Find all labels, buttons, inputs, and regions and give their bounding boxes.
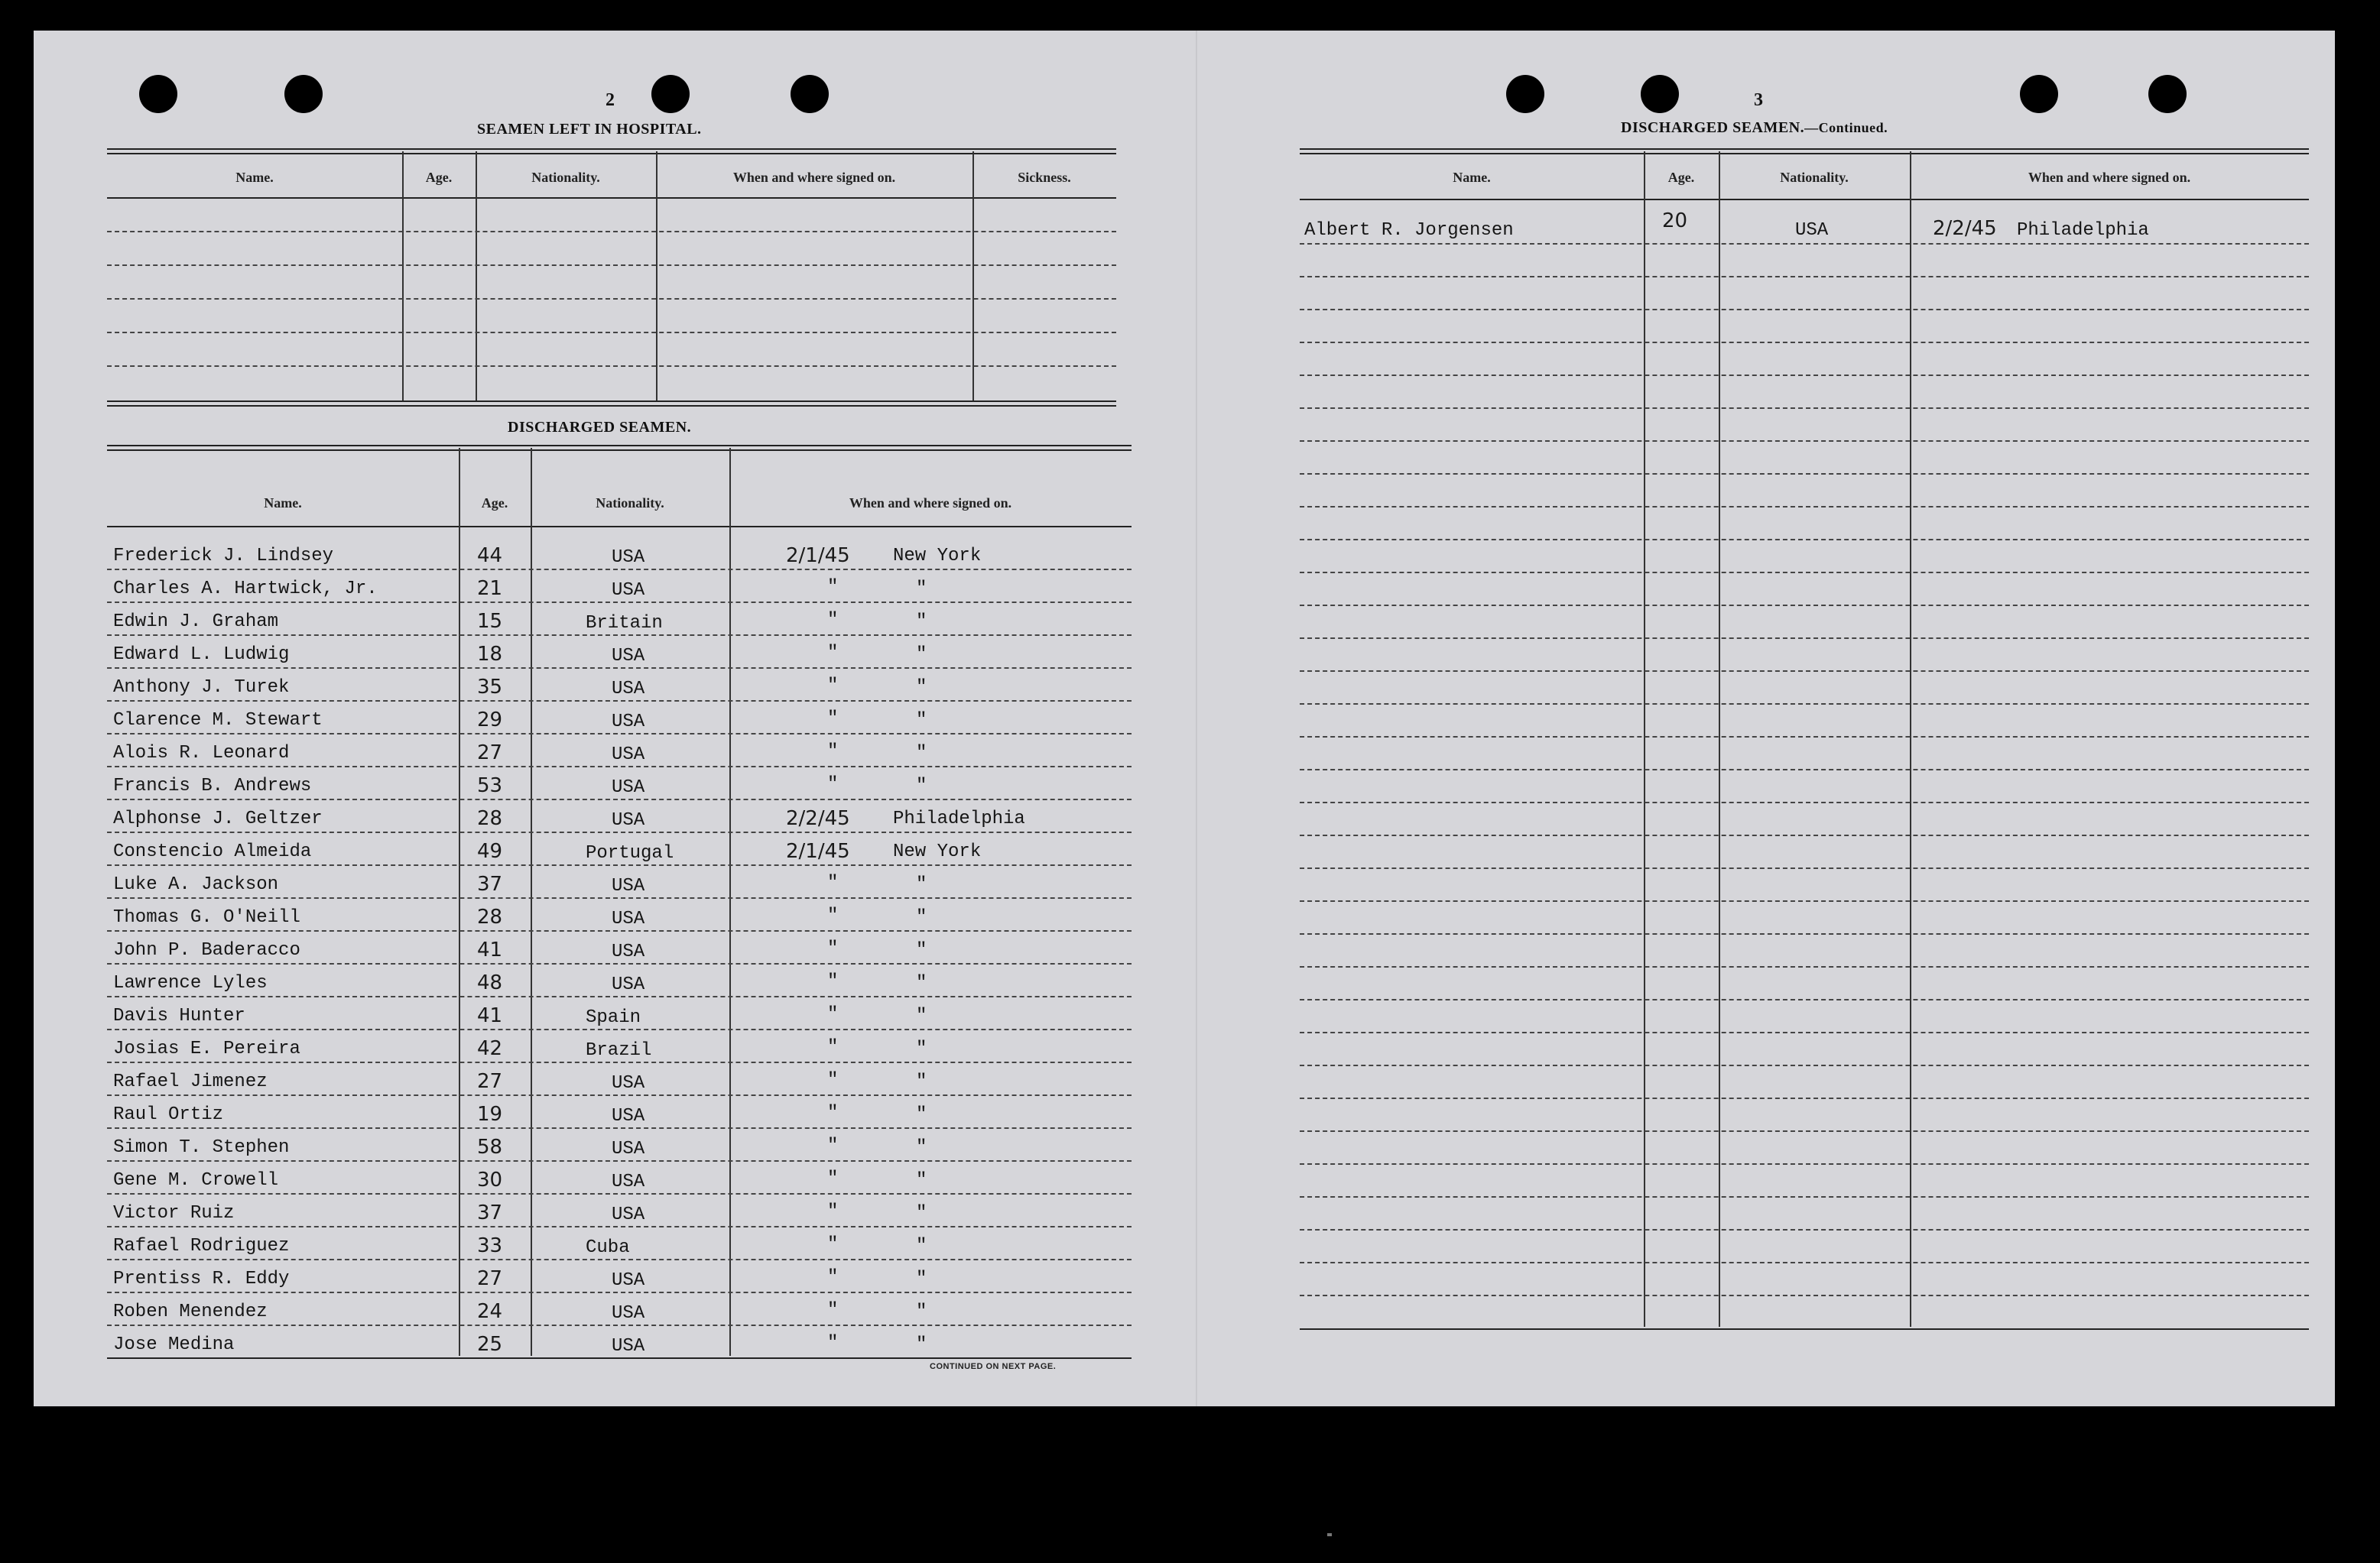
seaman-nationality: USA xyxy=(612,942,645,962)
table-row xyxy=(107,864,1132,866)
signed-on-date: " xyxy=(827,1037,839,1058)
punch-hole xyxy=(651,75,690,113)
seaman-nationality: USA xyxy=(612,1303,645,1324)
seaman-age: 42 xyxy=(477,1037,503,1060)
signed-on-place: Philadelphia xyxy=(893,809,1025,829)
seaman-name: Roben Menendez xyxy=(113,1302,268,1322)
table-row xyxy=(107,634,1132,636)
table-row xyxy=(107,365,1116,367)
right-page xyxy=(1196,31,2335,1406)
seaman-age: 18 xyxy=(477,643,503,666)
col-header-nationality: Nationality. xyxy=(531,170,600,185)
table-row xyxy=(1300,572,2309,573)
seaman-age: 28 xyxy=(477,807,503,830)
signed-on-date: " xyxy=(827,1267,839,1288)
signed-on-place: " xyxy=(916,874,927,895)
scan-artifact xyxy=(1327,1533,1332,1536)
seaman-age: 30 xyxy=(477,1169,503,1192)
seaman-age: 20 xyxy=(1662,209,1688,232)
seaman-age: 44 xyxy=(477,544,503,567)
table-row xyxy=(1300,342,2309,343)
table-row xyxy=(1300,276,2309,277)
seaman-name: Davis Hunter xyxy=(113,1006,245,1026)
table-row xyxy=(107,1292,1132,1293)
signed-on-place: " xyxy=(916,907,927,928)
table-row xyxy=(1300,1098,2309,1099)
signed-on-place: " xyxy=(916,1203,927,1224)
table-row xyxy=(1300,933,2309,935)
table-row xyxy=(1300,736,2309,738)
seaman-name: Constencio Almeida xyxy=(113,841,312,862)
seaman-name: Prentiss R. Eddy xyxy=(113,1269,290,1289)
table-row xyxy=(107,700,1132,702)
col-header-signed-on: When and where signed on. xyxy=(2028,170,2191,185)
table-row xyxy=(107,1325,1132,1326)
table-row xyxy=(107,1226,1132,1227)
col-header-age: Age. xyxy=(1667,170,1695,185)
table-row xyxy=(107,1029,1132,1030)
signed-on-place: New York xyxy=(893,841,982,862)
table-row xyxy=(107,667,1132,669)
signed-on-date: " xyxy=(827,1234,839,1255)
seaman-nationality: USA xyxy=(612,974,645,995)
table-row xyxy=(1300,605,2309,606)
table-row xyxy=(107,1160,1132,1162)
seaman-nationality: Cuba xyxy=(586,1237,630,1258)
hospital-section-title: SEAMEN LEFT IN HOSPITAL. xyxy=(477,121,702,138)
table-row xyxy=(1300,375,2309,376)
signed-on-place: Philadelphia xyxy=(2017,220,2149,241)
seaman-name: Victor Ruiz xyxy=(113,1203,235,1224)
seaman-age: 25 xyxy=(477,1333,503,1356)
punch-hole xyxy=(139,75,177,113)
seaman-nationality: USA xyxy=(612,909,645,929)
signed-on-date: 2/1/45 xyxy=(786,840,850,863)
seaman-nationality: USA xyxy=(612,876,645,897)
signed-on-date: " xyxy=(827,873,839,893)
signed-on-date: " xyxy=(827,1300,839,1321)
table-row xyxy=(1300,506,2309,507)
table-row xyxy=(107,832,1132,833)
seaman-name: Jose Medina xyxy=(113,1334,235,1355)
table-row xyxy=(1300,703,2309,705)
col-header-name: Name. xyxy=(1453,170,1491,185)
signed-on-date: " xyxy=(827,1201,839,1222)
signed-on-place: " xyxy=(916,677,927,698)
table-row xyxy=(107,799,1132,800)
signed-on-place: " xyxy=(916,1104,927,1125)
seaman-nationality: USA xyxy=(612,1205,645,1225)
table-row xyxy=(1300,900,2309,902)
seaman-name: Anthony J. Turek xyxy=(113,677,290,698)
table-row xyxy=(107,602,1132,603)
seaman-name: Edward L. Ludwig xyxy=(113,644,290,665)
table-row xyxy=(107,1193,1132,1195)
punch-hole xyxy=(284,75,323,113)
seaman-nationality: Portugal xyxy=(586,843,674,864)
seaman-age: 58 xyxy=(477,1136,503,1159)
seaman-name: Alphonse J. Geltzer xyxy=(113,809,323,829)
seaman-nationality: USA xyxy=(612,1073,645,1094)
punch-hole xyxy=(2148,75,2187,113)
table-row xyxy=(1300,473,2309,475)
signed-on-date: " xyxy=(827,906,839,926)
seaman-age: 24 xyxy=(477,1300,503,1323)
table-row xyxy=(1300,1295,2309,1296)
signed-on-place: " xyxy=(916,1236,927,1257)
signed-on-date: " xyxy=(827,643,839,663)
table-row xyxy=(1300,769,2309,770)
table-row xyxy=(107,332,1116,333)
signed-on-date: 2/2/45 xyxy=(786,807,850,830)
signed-on-place: " xyxy=(916,1039,927,1059)
continued-note: CONTINUED ON NEXT PAGE. xyxy=(930,1362,1057,1371)
table-row xyxy=(107,897,1132,899)
seaman-age: 41 xyxy=(477,1004,503,1027)
seaman-name: Thomas G. O'Neill xyxy=(113,907,300,928)
table-row xyxy=(107,1127,1132,1129)
table-row xyxy=(107,766,1132,767)
seaman-nationality: USA xyxy=(612,547,645,568)
signed-on-place: " xyxy=(916,940,927,961)
signed-on-date: " xyxy=(827,676,839,696)
seaman-nationality: USA xyxy=(612,580,645,601)
table-row xyxy=(1300,309,2309,310)
seaman-age: 53 xyxy=(477,774,503,797)
table-row xyxy=(107,733,1132,734)
table-row xyxy=(1300,243,2309,245)
seaman-name: Luke A. Jackson xyxy=(113,874,279,895)
seaman-nationality: USA xyxy=(612,646,645,666)
table-row xyxy=(1300,835,2309,836)
seaman-name: Clarence M. Stewart xyxy=(113,710,323,731)
table-row xyxy=(1300,867,2309,869)
signed-on-place: New York xyxy=(893,546,982,566)
discharged-section-title: DISCHARGED SEAMEN. xyxy=(508,419,692,436)
signed-on-place: " xyxy=(916,1334,927,1355)
signed-on-place: " xyxy=(916,611,927,632)
page-number: 3 xyxy=(1754,90,1763,110)
seaman-age: 35 xyxy=(477,676,503,699)
seaman-nationality: USA xyxy=(612,712,645,732)
discharged-table xyxy=(107,445,1132,1362)
seaman-nationality: Spain xyxy=(586,1007,641,1028)
seaman-age: 37 xyxy=(477,873,503,896)
signed-on-date: " xyxy=(827,1169,839,1189)
table-row xyxy=(1300,966,2309,968)
col-header-age: Age. xyxy=(481,495,508,511)
signed-on-date: " xyxy=(827,1103,839,1124)
seaman-nationality: Britain xyxy=(586,613,663,634)
seaman-name: Edwin J. Graham xyxy=(113,611,279,632)
table-row xyxy=(107,231,1116,232)
table-row xyxy=(1300,1262,2309,1263)
seaman-age: 21 xyxy=(477,577,503,600)
table-row xyxy=(1300,999,2309,1000)
seaman-nationality: USA xyxy=(612,1336,645,1357)
seaman-name: Simon T. Stephen xyxy=(113,1137,290,1158)
signed-on-place: " xyxy=(916,1269,927,1289)
left-page xyxy=(34,31,1196,1406)
seaman-age: 28 xyxy=(477,906,503,929)
punch-hole xyxy=(2020,75,2058,113)
seaman-name: John P. Baderacco xyxy=(113,940,300,961)
table-row xyxy=(1300,407,2309,409)
seaman-age: 27 xyxy=(477,741,503,764)
seaman-age: 37 xyxy=(477,1201,503,1224)
document-sheet xyxy=(34,31,2335,1406)
signed-on-place: " xyxy=(916,579,927,599)
table-row xyxy=(107,963,1132,965)
table-row xyxy=(1300,1032,2309,1033)
col-header-sickness: Sickness. xyxy=(1018,170,1071,185)
table-row xyxy=(1300,1130,2309,1132)
signed-on-date: 2/2/45 xyxy=(1933,217,1997,240)
col-header-signed-on: When and where signed on. xyxy=(849,495,1012,511)
signed-on-date: " xyxy=(827,1070,839,1091)
seaman-age: 41 xyxy=(477,939,503,961)
col-header-nationality: Nationality. xyxy=(596,495,664,511)
seaman-name: Frederick J. Lindsey xyxy=(113,546,334,566)
signed-on-date: " xyxy=(827,577,839,598)
seaman-nationality: USA xyxy=(612,679,645,699)
discharged-continued-table xyxy=(1300,148,2309,1341)
seaman-nationality: USA xyxy=(612,1172,645,1192)
seaman-nationality: Brazil xyxy=(586,1040,652,1061)
col-header-nationality: Nationality. xyxy=(1780,170,1849,185)
seaman-nationality: USA xyxy=(612,1106,645,1127)
signed-on-place: " xyxy=(916,710,927,731)
table-row xyxy=(1300,440,2309,442)
table-row xyxy=(107,264,1116,266)
signed-on-place: " xyxy=(916,973,927,994)
seaman-name: Charles A. Hartwick, Jr. xyxy=(113,579,378,599)
seaman-age: 49 xyxy=(477,840,503,863)
table-row xyxy=(107,930,1132,932)
seaman-age: 27 xyxy=(477,1267,503,1290)
seaman-age: 29 xyxy=(477,709,503,731)
punch-hole xyxy=(1641,75,1679,113)
signed-on-date: 2/1/45 xyxy=(786,544,850,567)
signed-on-place: " xyxy=(916,1302,927,1322)
table-row xyxy=(1300,637,2309,639)
signed-on-place: " xyxy=(916,743,927,764)
signed-on-date: " xyxy=(827,610,839,631)
table-row xyxy=(1300,1196,2309,1198)
col-header-name: Name. xyxy=(235,170,274,185)
col-header-age: Age. xyxy=(425,170,453,185)
signed-on-date: " xyxy=(827,1136,839,1156)
seaman-nationality: USA xyxy=(612,1270,645,1291)
signed-on-place: " xyxy=(916,1170,927,1191)
table-row xyxy=(1300,1229,2309,1231)
table-row xyxy=(107,569,1132,570)
seaman-nationality: USA xyxy=(612,777,645,798)
signed-on-place: " xyxy=(916,1006,927,1026)
seaman-age: 15 xyxy=(477,610,503,633)
table-row xyxy=(107,1094,1132,1096)
seaman-name: Alois R. Leonard xyxy=(113,743,290,764)
table-row xyxy=(107,996,1132,997)
table-row xyxy=(107,298,1116,300)
hospital-table xyxy=(107,148,1116,439)
col-header-signed-on: When and where signed on. xyxy=(732,170,896,185)
signed-on-date: " xyxy=(827,939,839,959)
seaman-nationality: USA xyxy=(1795,220,1829,241)
table-row xyxy=(1300,802,2309,803)
seaman-name: Rafael Rodriguez xyxy=(113,1236,290,1257)
punch-hole xyxy=(791,75,829,113)
seaman-name: Albert R. Jorgensen xyxy=(1304,220,1514,241)
signed-on-place: " xyxy=(916,1137,927,1158)
page-number: 2 xyxy=(606,90,615,110)
seaman-age: 27 xyxy=(477,1070,503,1093)
seaman-name: Josias E. Pereira xyxy=(113,1039,300,1059)
seaman-age: 48 xyxy=(477,971,503,994)
table-row xyxy=(107,1259,1132,1260)
signed-on-date: " xyxy=(827,1004,839,1025)
signed-on-date: " xyxy=(827,971,839,992)
signed-on-place: " xyxy=(916,1072,927,1092)
seaman-name: Francis B. Andrews xyxy=(113,776,312,796)
seaman-name: Lawrence Lyles xyxy=(113,973,268,994)
table-row xyxy=(107,1062,1132,1063)
table-row xyxy=(1300,670,2309,672)
signed-on-date: " xyxy=(827,741,839,762)
signed-on-date: " xyxy=(827,709,839,729)
seaman-age: 33 xyxy=(477,1234,503,1257)
table-row xyxy=(1300,539,2309,540)
punch-hole xyxy=(1506,75,1544,113)
discharged-continued-title: DISCHARGED SEAMEN.—Continued. xyxy=(1621,119,1888,136)
seaman-nationality: USA xyxy=(612,810,645,831)
table-row xyxy=(1300,1065,2309,1066)
signed-on-place: " xyxy=(916,644,927,665)
signed-on-place: " xyxy=(916,776,927,796)
signed-on-date: " xyxy=(827,1333,839,1354)
seaman-nationality: USA xyxy=(612,744,645,765)
table-row xyxy=(1300,1163,2309,1165)
seaman-nationality: USA xyxy=(612,1139,645,1159)
seaman-age: 19 xyxy=(477,1103,503,1126)
seaman-name: Raul Ortiz xyxy=(113,1104,224,1125)
col-header-name: Name. xyxy=(264,495,302,511)
seaman-name: Rafael Jimenez xyxy=(113,1072,268,1092)
signed-on-date: " xyxy=(827,774,839,795)
seaman-name: Gene M. Crowell xyxy=(113,1170,279,1191)
